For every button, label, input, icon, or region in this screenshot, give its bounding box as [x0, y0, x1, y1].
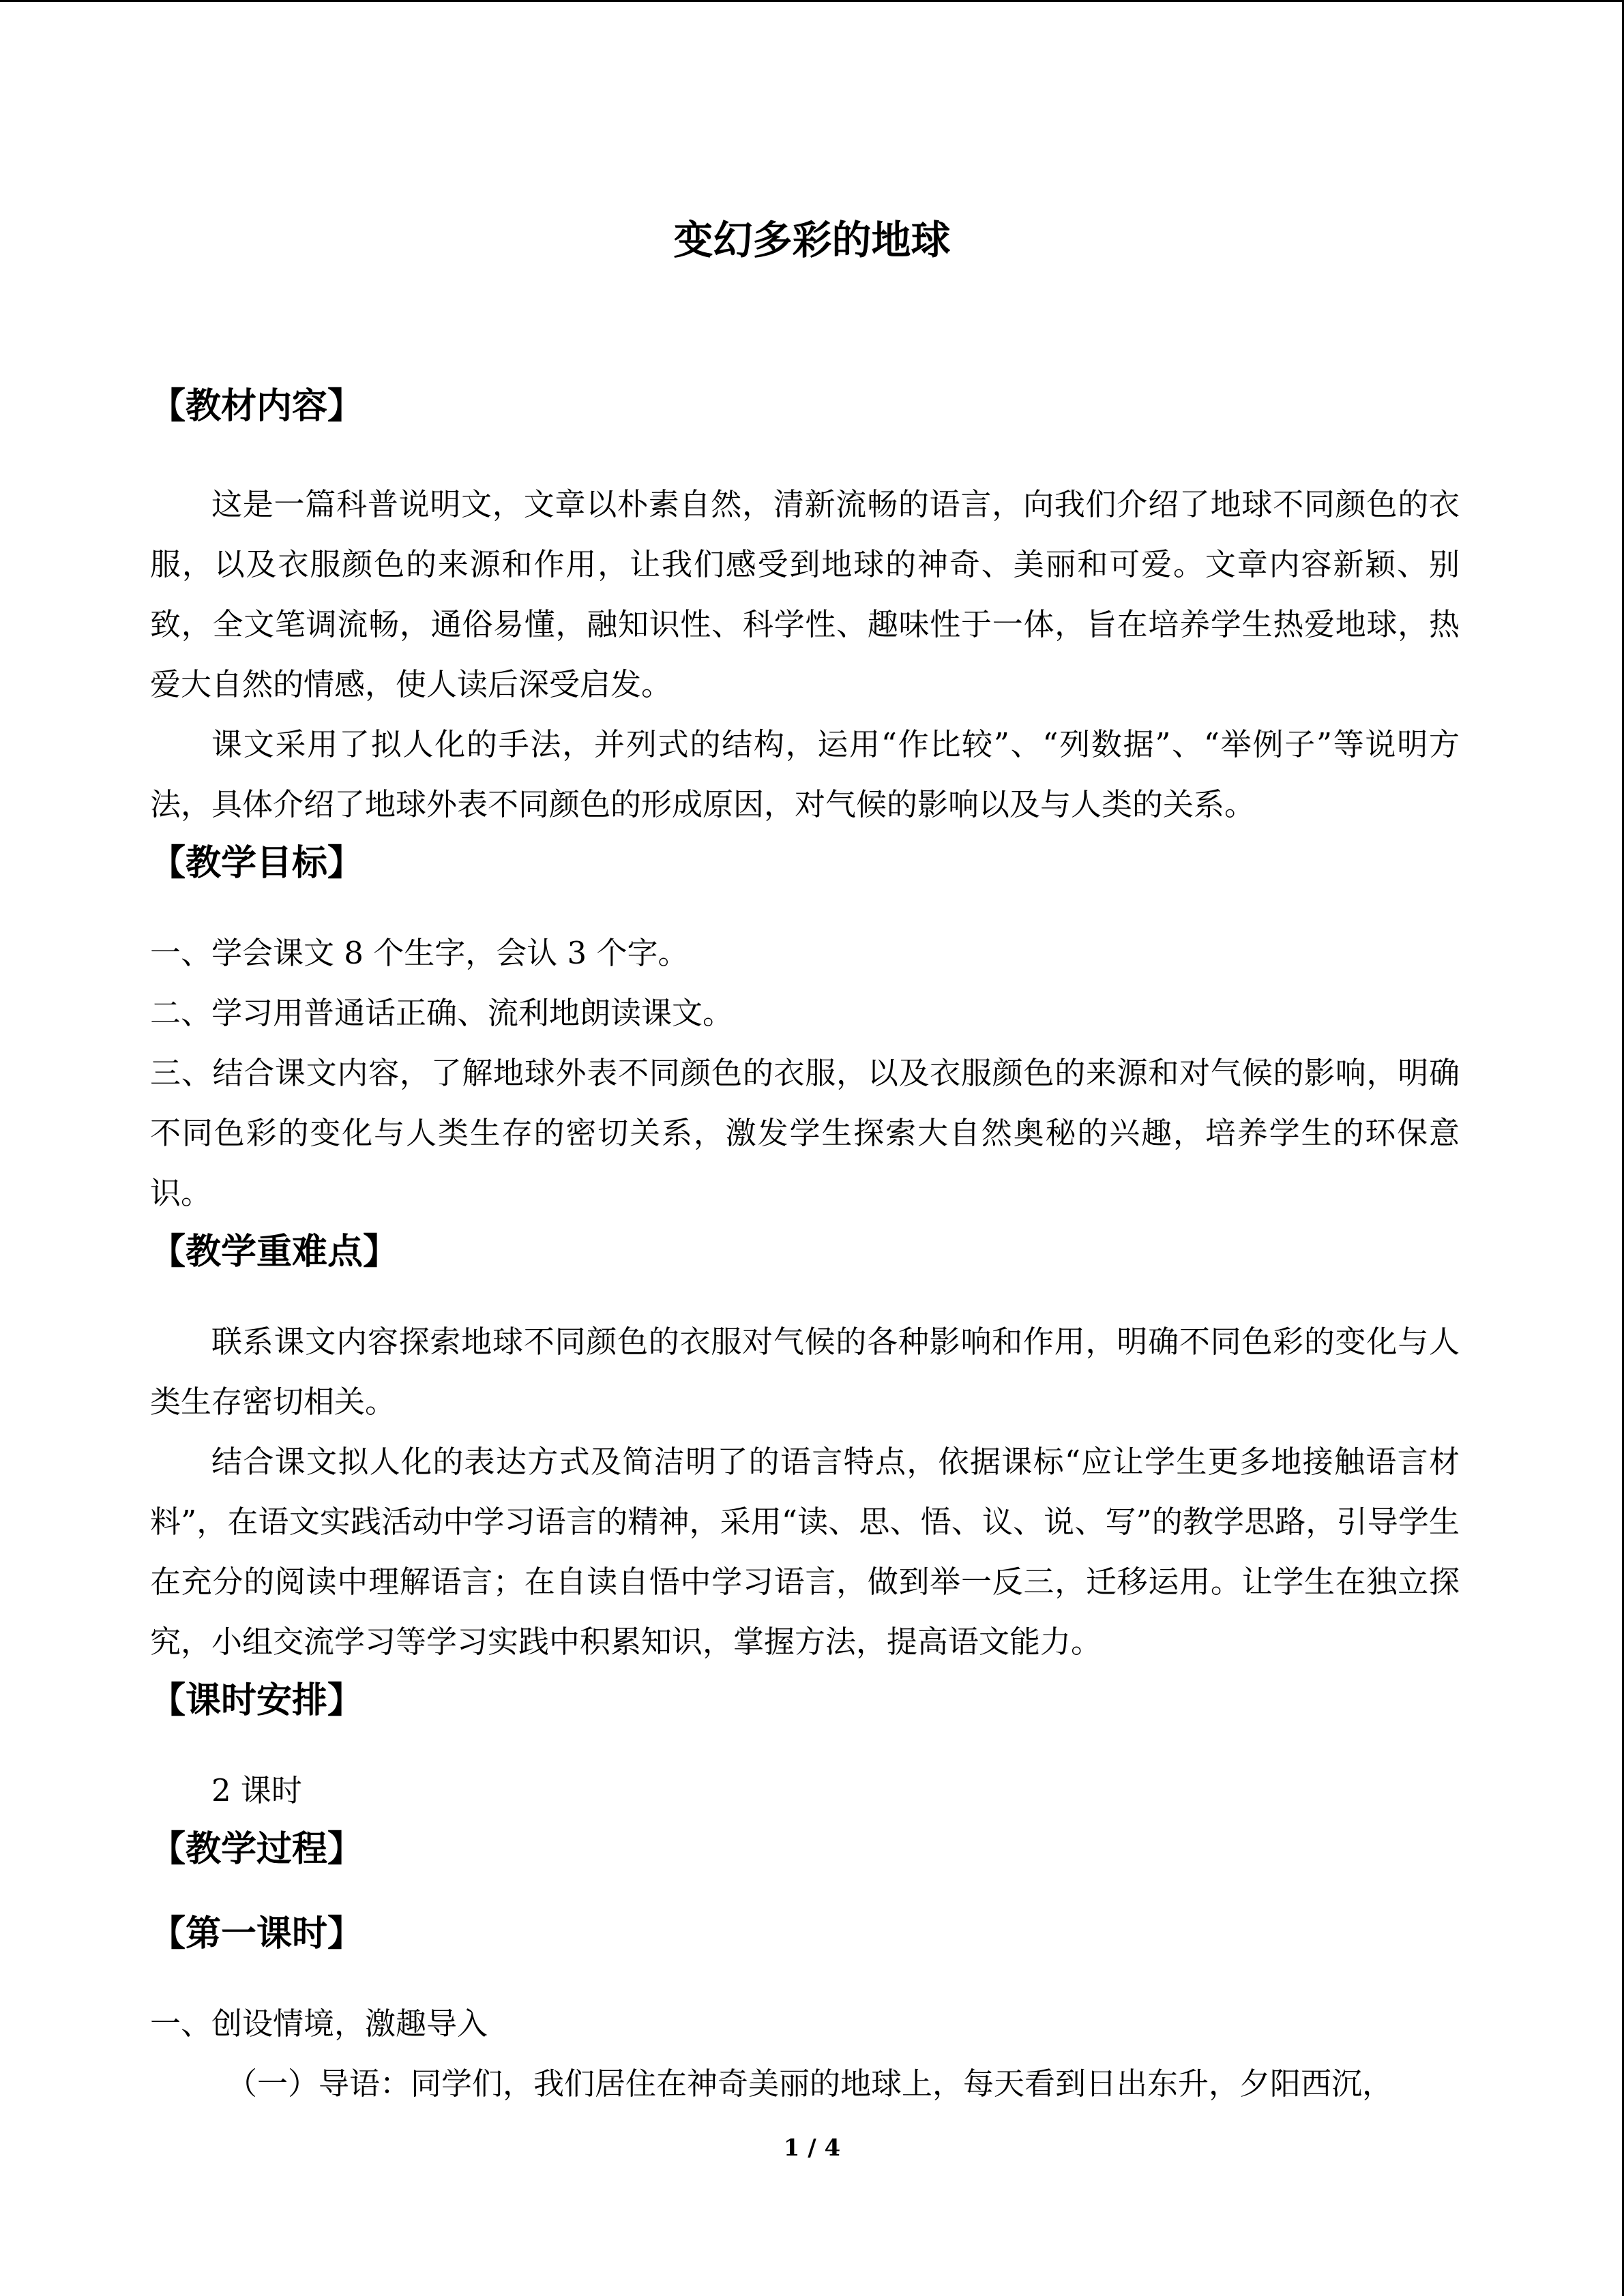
- paragraph: 结合课文拟人化的表达方式及简洁明了的语言特点，依据课标“应让学生更多地接触语言材料”，在语文实践活动中学习语言的精神，采用“读、思、悟、议、说、写”的教学思路，引导学生在充分的阅读中理解语言；在自读自悟中学习语言，做到举一反三，迁移运用。让学生在独立探究，小组交流学习等学习实践中积累知识，掌握方法，提高语文能力。: [150, 1444, 1460, 1660]
- heading-first-lesson: 【第一课时】: [150, 1913, 364, 1954]
- document-title: 变幻多彩的地球: [673, 217, 951, 263]
- paragraph: 这是一篇科普说明文，文章以朴素自然，清新流畅的语言，向我们介绍了地球不同颜色的衣服，以及衣服颜色的来源和作用，让我们感受到地球的神奇、美丽和可爱。文章内容新颖、别致，全文笔调流畅，通俗易懂，融知识性、科学性、趣味性于一体，旨在培养学生热爱地球，热爱大自然的情感，使人读后深受启发。: [150, 486, 1460, 702]
- list-item: 一、创设情境，激趣导入: [150, 2006, 488, 2042]
- paragraph: 课文采用了拟人化的手法，并列式的结构，运用“作比较”、“列数据”、“举例子”等说明方法，具体介绍了地球外表不同颜色的形成原因，对气候的影响以及与人类的关系。: [150, 726, 1460, 822]
- heading-key-difficulties: 【教学重难点】: [150, 1231, 399, 1272]
- paragraph: （一）导语：同学们，我们居住在神奇美丽的地球上，每天看到日出东升，夕阳西沉，: [226, 2066, 1393, 2102]
- heading-schedule: 【课时安排】: [150, 1680, 364, 1721]
- heading-textbook-content: 【教材内容】: [150, 385, 364, 427]
- paragraph: 2 课时: [211, 1772, 302, 1808]
- list-item: 一、学会课文 8 个生字，会认 3 个字。: [150, 935, 689, 971]
- list-item: 二、学习用普通话正确、流利地朗读课文。: [150, 995, 734, 1031]
- page-number: 1 / 4: [783, 2134, 841, 2162]
- document-body: [150, 382, 1460, 2114]
- list-item: 三、结合课文内容，了解地球外表不同颜色的衣服，以及衣服颜色的来源和对气候的影响，明确不同色彩的变化与人类生存的密切关系，激发学生探索大自然奥秘的兴趣，培养学生的环保意识。: [150, 1055, 1460, 1211]
- paragraph: 联系课文内容探索地球不同颜色的衣服对气候的各种影响和作用，明确不同色彩的变化与人类生存密切相关。: [150, 1324, 1460, 1420]
- heading-teaching-process: 【教学过程】: [150, 1828, 364, 1870]
- heading-teaching-goals: 【教学目标】: [150, 842, 364, 884]
